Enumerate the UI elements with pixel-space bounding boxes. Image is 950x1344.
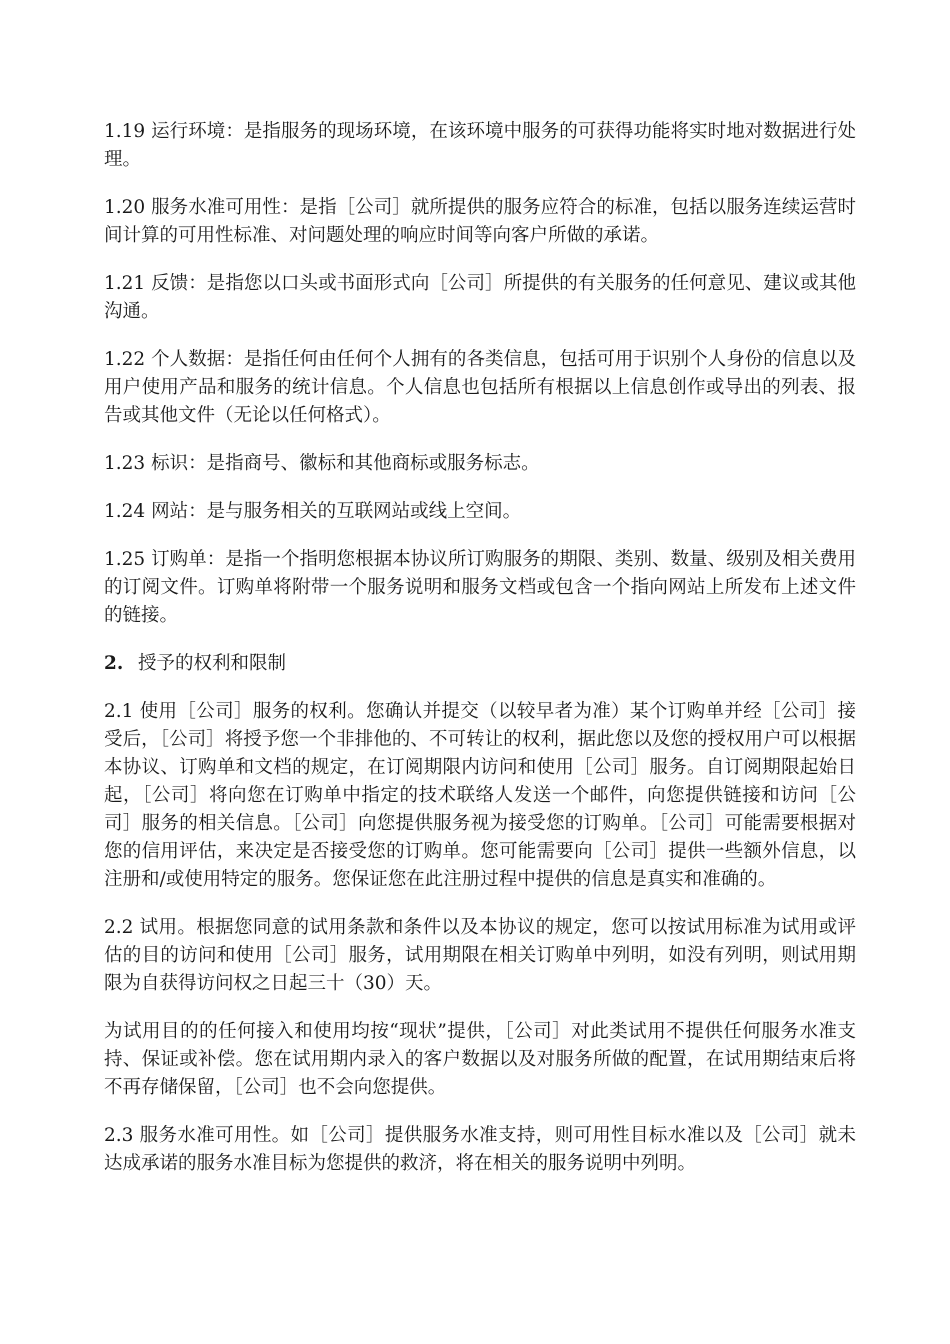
section-title: 授予的权利和限制 <box>138 653 287 674</box>
section-number: 2. <box>104 653 124 674</box>
clause-2-3: 2.3 服务水准可用性。如［公司］提供服务水准支持，则可用性目标水准以及［公司］就未达成承诺的服务水准目标为您提供的救济，将在相关的服务说明中列明。 <box>104 1125 856 1174</box>
clause-1-19: 1.19 运行环境：是指服务的现场环境，在该环境中服务的可获得功能将实时地对数据进行处理。 <box>104 121 856 170</box>
clause-1-25: 1.25 订购单：是指一个指明您根据本协议所订购服务的期限、类别、数量、级别及相关费用的订阅文件。订购单将附带一个服务说明和服务文档或包含一个指向网站上所发布上述文件的链接。 <box>104 549 856 626</box>
clause-1-24: 1.24 网站：是与服务相关的互联网站或线上空间。 <box>104 501 522 522</box>
clause-1-23: 1.23 标识：是指商号、徽标和其他商标或服务标志。 <box>104 453 540 474</box>
clause-1-21: 1.21 反馈：是指您以口头或书面形式向［公司］所提供的有关服务的任何意见、建议或其他沟通。 <box>104 273 856 322</box>
clause-1-20: 1.20 服务水准可用性：是指［公司］就所提供的服务应符合的标准，包括以服务连续运营时间计算的可用性标准、对问题处理的响应时间等向客户所做的承诺。 <box>104 197 856 246</box>
clause-2-2: 2.2 试用。根据您同意的试用条款和条件以及本协议的规定，您可以按试用标准为试用或评估的目的访问和使用［公司］服务，试用期限在相关订购单中列明，如没有列明，则试用期限为自获得访问权之日起三十（30）天。 <box>104 917 856 994</box>
section-heading-2 <box>104 650 856 678</box>
document-page <box>104 118 856 1198</box>
clause-2-1: 2.1 使用［公司］服务的权利。您确认并提交（以较早者为准）某个订购单并经［公司］接受后，［公司］将授予您一个非排他的、不可转让的权利，据此您以及您的授权用户可以根据本协议、订购单和文档的规定，在订阅期限内访问和使用［公司］服务。自订阅期限起始日起，［公司］将向您在订购单中指定的技术联络人发送一个邮件，向您提供链接和访问［公司］服务的相关信息。［公司］向您提供服务视为接受您的订购单。［公司］可能需要根据对您的信用评估，来决定是否接受您的订购单。您可能需要向［公司］提供一些额外信息，以注册和/或使用特定的服务。您保证您在此注册过程中提供的信息是真实和准确的。 <box>104 701 856 890</box>
clause-2-2-trial-note: 为试用目的的任何接入和使用均按“现状”提供，［公司］对此类试用不提供任何服务水准支持、保证或补偿。您在试用期内录入的客户数据以及对服务所做的配置，在试用期结束后将不再存储保留，［公司］也不会向您提供。 <box>104 1021 856 1098</box>
clause-1-22: 1.22 个人数据：是指任何由任何个人拥有的各类信息，包括可用于识别个人身份的信息以及用户使用产品和服务的统计信息。个人信息也包括所有根据以上信息创作或导出的列表、报告或其他文件（无论以任何格式）。 <box>104 349 856 426</box>
